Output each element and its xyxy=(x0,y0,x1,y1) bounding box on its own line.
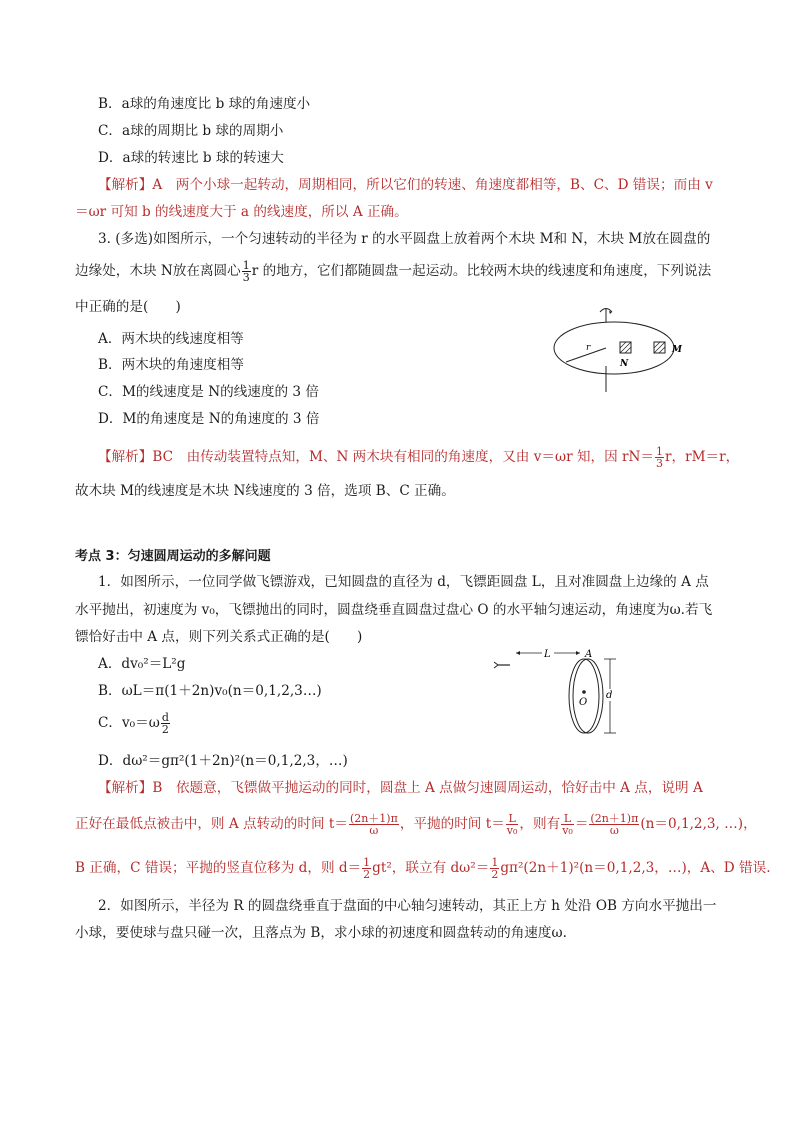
q3-option-c: C．M的线速度是 N的线速度的 3 倍 xyxy=(98,384,319,400)
s3q1-l3-f2-den: 2 xyxy=(491,868,499,881)
rotating-disk-figure xyxy=(548,300,698,395)
s3q1-l2-f1-num: (2n＋1)π xyxy=(349,812,398,825)
s3q1-option-d: D．dω²＝gπ²(1＋2n)²(n＝0,1,2,3，…) xyxy=(98,753,348,769)
figure-label-N: N xyxy=(620,359,629,369)
s3q1-analysis-l3-a: B 正确，C 错误；平抛的竖直位移为 d，则 d＝ xyxy=(75,860,362,876)
figure-label-A: A xyxy=(585,649,593,660)
s3q1-analysis-l2-a: 正好在最低点被击中，则 A 点转动的时间 t＝ xyxy=(75,816,348,832)
dart-disk-figure xyxy=(492,645,632,740)
s3q1-l3-f2-num: 1 xyxy=(491,856,499,869)
s3q1-analysis-l2-frac3 xyxy=(561,813,574,836)
s3q1-l2-f3-den: v₀ xyxy=(562,824,573,837)
s3q1-l2-f4-num: (2n＋1)π xyxy=(590,812,639,825)
q3-analysis-frac-num: 1 xyxy=(656,445,663,458)
s3q1-analysis-l3-c: gπ²(2n＋1)²(n＝0,1,2,3，…)，A、D 错误. xyxy=(500,860,771,876)
q3-analysis-pre: 【解析】BC 由传动装置特点知，M、N 两木块有相同的角速度，又由 v＝ωr 知，因 rN＝ xyxy=(98,449,654,465)
s3q2-stem-line2: 小球，要使球与盘只碰一次，且落点为 B，求小球的初速度和圆盘转动的角速度ω. xyxy=(75,925,567,941)
s3q1-option-c-fraction xyxy=(161,712,170,735)
s3q1-option-c xyxy=(98,712,171,735)
q3-analysis-line2: 故木块 M的线速度是木块 N线速度的 3 倍，选项 B、C 正确。 xyxy=(75,483,455,499)
q3-stem-line2 xyxy=(75,260,711,283)
s3q1-analysis-l2-frac1 xyxy=(349,813,399,836)
s3q1-analysis-l2-frac2 xyxy=(506,813,519,836)
s3q1-stem-line2: 水平抛出，初速度为 v₀，飞镖抛出的同时，圆盘绕垂直圆盘过盘心 O 的水平轴匀速运动，角速度为ω.若飞 xyxy=(75,602,713,618)
s3q1-l3-f1-num: 1 xyxy=(363,856,371,869)
s3q1-l2-f3-num: L xyxy=(561,813,574,825)
s3q1-l2-f1-den: ω xyxy=(369,824,379,837)
s3q2-stem-line1: 2．如图所示，半径为 R 的圆盘绕垂直于盘面的中心轴匀速转动，其正上方 h 处沿 OB 方向水平抛出一 xyxy=(98,898,717,914)
s3q1-l3-f1-den: 2 xyxy=(363,868,371,881)
s3q1-analysis-line2 xyxy=(75,813,757,836)
q3-stem-frac-den: 3 xyxy=(242,271,250,284)
s3q1-analysis-l3-frac2 xyxy=(490,857,499,880)
s3q1-option-c-pre: C．v₀＝ω xyxy=(98,715,160,731)
s3q1-l2-f2-num: L xyxy=(506,813,519,825)
s3q1-analysis-l2-d: ＝ xyxy=(574,816,589,832)
q3-analysis-frac-den: 3 xyxy=(656,457,663,470)
s3q1-analysis-l2-frac4 xyxy=(589,813,639,836)
s3q1-analysis-l3-b: gt²，联立有 dω²＝ xyxy=(372,860,490,876)
s3q1-stem-line3: 镖恰好击中 A 点，则下列关系式正确的是( ) xyxy=(75,629,363,645)
q2-option-d: D．a球的转速比 b 球的转速大 xyxy=(98,150,284,166)
s3q1-option-c-den: 2 xyxy=(161,723,169,736)
figure-label-M: M xyxy=(672,345,682,355)
q2-option-c: C．a球的周期比 b 球的周期小 xyxy=(98,123,284,139)
q3-stem-line2-pre: 边缘处，木块 N放在离圆心 xyxy=(75,263,241,279)
s3q1-analysis-l2-c: ，则有 xyxy=(519,816,561,832)
s3q1-analysis-line1: 【解析】B 依题意，飞镖做平抛运动的同时，圆盘上 A 点做匀速圆周运动，恰好击中 A 点，说明 A xyxy=(98,780,703,796)
section3-heading: 考点 3：匀速圆周运动的多解问题 xyxy=(75,549,271,564)
s3q1-option-b: B．ωL＝π(1＋2n)v₀(n＝0,1,2,3…) xyxy=(98,683,322,699)
q3-analysis-fraction xyxy=(655,446,664,469)
q3-stem-frac-num: 1 xyxy=(242,259,250,272)
q3-stem-fraction xyxy=(242,260,251,283)
q3-stem-line1: 3. (多选)如图所示，一个匀速转动的半径为 r 的水平圆盘上放着两个木块 M和 N，木块 M放在圆盘的 xyxy=(98,231,711,247)
s3q1-stem-line1: 1．如图所示，一位同学做飞镖游戏，已知圆盘的直径为 d，飞镖距圆盘 L，且对准圆盘上边缘的 A 点 xyxy=(98,574,709,590)
figure-label-L: L xyxy=(544,649,551,660)
s3q1-option-c-num: d xyxy=(161,711,169,724)
q3-option-d: D．M的角速度是 N的角速度的 3 倍 xyxy=(98,411,320,427)
s3q1-analysis-l2-b: ，平抛的时间 t＝ xyxy=(399,816,505,832)
s3q1-l2-f4-den: ω xyxy=(609,824,619,837)
s3q1-option-a: A．dv₀²＝L²g xyxy=(98,656,186,672)
q3-option-a: A．两木块的线速度相等 xyxy=(98,331,244,347)
q3-analysis-line1 xyxy=(98,446,739,469)
q2-analysis-line2: ＝ωr 可知 b 的线速度大于 a 的线速度，所以 A 正确。 xyxy=(75,204,408,220)
q2-analysis-line1: 【解析】A 两个小球一起转动，周期相同，所以它们的转速、角速度都相等，B、C、D 错误；而由 v xyxy=(98,177,713,193)
s3q1-analysis-l2-e: (n＝0,1,2,3, …)， xyxy=(640,816,757,832)
figure-label-O: O xyxy=(579,697,588,708)
s3q1-analysis-l3-frac1 xyxy=(362,857,371,880)
q3-analysis-post: r，rM＝r， xyxy=(665,449,740,465)
figure-label-r: r xyxy=(586,343,591,353)
s3q1-l2-f2-den: v₀ xyxy=(506,824,518,837)
figure-label-d: d xyxy=(606,690,613,701)
q3-option-b: B．两木块的角速度相等 xyxy=(98,357,244,373)
s3q1-analysis-line3 xyxy=(75,857,771,880)
q3-stem-line3: 中正确的是( ) xyxy=(75,299,181,315)
q2-option-b: B．a球的角速度比 b 球的角速度小 xyxy=(98,96,311,112)
q3-stem-line2-post: r 的地方，它们都随圆盘一起运动。比较两木块的线速度和角速度，下列说法 xyxy=(251,263,712,279)
